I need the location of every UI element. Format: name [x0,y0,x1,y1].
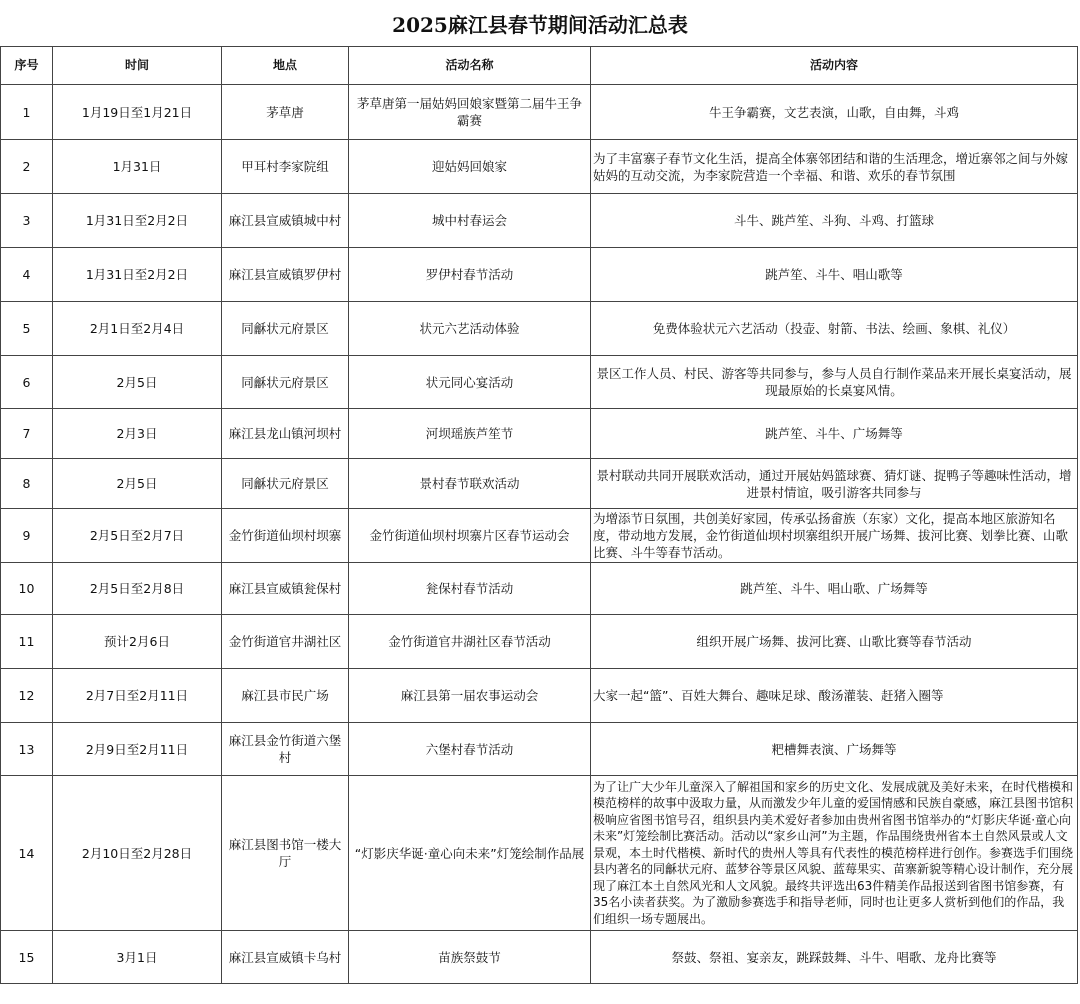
cell-no: 1 [1,85,53,140]
table-row [1,509,1078,563]
cell-time: 2月5日至2月8日 [53,563,222,615]
cell-time: 3月1日 [53,931,222,984]
cell-place: 麻江县图书馆一楼大厅 [222,776,349,931]
cell-place: 同龢状元府景区 [222,459,349,509]
cell-no: 14 [1,776,53,931]
cell-name: 六堡村春节活动 [349,723,591,776]
table-row [1,409,1078,459]
cell-name: 茅草唐第一届姑妈回娘家暨第二届牛王争霸赛 [349,85,591,140]
table-row [1,931,1078,984]
table-row [1,248,1078,302]
header-content: 活动内容 [591,47,1078,85]
cell-content: 跳芦笙、斗牛、唱山歌、广场舞等 [591,563,1078,615]
cell-content: 为增添节日氛围，共创美好家园，传承弘扬畲族（东家）文化，提高本地区旅游知名度，带动地方发展，金竹街道仙坝村坝寨组织开展广场舞、拔河比赛、划拳比赛、山歌比赛、斗牛等春节活动。 [591,509,1078,563]
cell-time: 2月5日 [53,356,222,409]
cell-place: 茅草唐 [222,85,349,140]
table-row [1,776,1078,931]
cell-time: 2月3日 [53,409,222,459]
cell-place: 麻江县龙山镇河坝村 [222,409,349,459]
cell-time: 2月10日至2月28日 [53,776,222,931]
cell-no: 2 [1,140,53,194]
cell-place: 甲耳村李家院组 [222,140,349,194]
table-row [1,669,1078,723]
table-row [1,356,1078,409]
table-row [1,85,1078,140]
cell-content: 牛王争霸赛，文艺表演，山歌，自由舞，斗鸡 [591,85,1078,140]
cell-name: 河坝瑶族芦笙节 [349,409,591,459]
cell-name: 金竹街道仙坝村坝寨片区春节运动会 [349,509,591,563]
cell-place: 金竹街道官井湖社区 [222,615,349,669]
cell-content: 景区工作人员、村民、游客等共同参与，参与人员自行制作菜品来开展长桌宴活动，展现最原始的长桌宴风情。 [591,356,1078,409]
cell-no: 3 [1,194,53,248]
cell-content: 祭鼓、祭祖、宴亲友，跳踩鼓舞、斗牛、唱歌、龙舟比赛等 [591,931,1078,984]
cell-name: 城中村春运会 [349,194,591,248]
cell-content: 为了丰富寨子春节文化生活，提高全体寨邻团结和谐的生活理念，增近寨邻之间与外嫁姑妈的互动交流，为李家院营造一个幸福、和谐、欢乐的春节氛围 [591,140,1078,194]
cell-name: 苗族祭鼓节 [349,931,591,984]
cell-time: 2月5日至2月7日 [53,509,222,563]
cell-name: 状元六艺活动体验 [349,302,591,356]
cell-name: 迎姑妈回娘家 [349,140,591,194]
cell-no: 6 [1,356,53,409]
cell-name: 罗伊村春节活动 [349,248,591,302]
cell-name: 状元同心宴活动 [349,356,591,409]
cell-name: 景村春节联欢活动 [349,459,591,509]
cell-no: 10 [1,563,53,615]
cell-content: 为了让广大少年儿童深入了解祖国和家乡的历史文化、发展成就及美好未来，在时代楷模和模范榜样的故事中汲取力量，从而激发少年儿童的爱国情感和民族自豪感，麻江县图书馆积极响应省图书馆号召，组织县内美术爱好者参加由贵州省图书馆举办的“灯影庆华诞·童心向未来”灯笼绘制比赛活动。活动以“家乡山河”为主题，作品围绕贵州省本土自然风景或人文景观，本土时代楷模、新时代的贵州人等具有代表性的模范榜样进行创作。参赛选手们围绕县内著名的同龢状元府、蓝梦谷等景区风貌、蓝莓果实、苗寨新貌等精心设计制作，充分展现了麻江本土自然风光和人文风貌。最终共评选出63件精美作品报送到省图书馆参赛，有35名小读者获奖。为了激励参赛选手和指导老师，同时也让更多人赏析到他们的作品，我们组织一场专题展出。 [591,776,1078,931]
table-row [1,194,1078,248]
cell-content: 大家一起“篮”、百姓大舞台、趣味足球、酸汤灌装、赶猪入圈等 [591,669,1078,723]
cell-name: 瓮保村春节活动 [349,563,591,615]
header-name: 活动名称 [349,47,591,85]
cell-place: 麻江县金竹街道六堡村 [222,723,349,776]
cell-content: 斗牛、跳芦笙、斗狗、斗鸡、打篮球 [591,194,1078,248]
cell-name: 金竹街道官井湖社区春节活动 [349,615,591,669]
cell-content: 跳芦笙、斗牛、广场舞等 [591,409,1078,459]
cell-no: 8 [1,459,53,509]
cell-place: 同龢状元府景区 [222,302,349,356]
cell-place: 麻江县宣威镇城中村 [222,194,349,248]
cell-no: 5 [1,302,53,356]
cell-name: 麻江县第一届农事运动会 [349,669,591,723]
cell-place: 麻江县宣威镇瓮保村 [222,563,349,615]
cell-time: 预计2月6日 [53,615,222,669]
cell-time: 2月1日至2月4日 [53,302,222,356]
cell-no: 15 [1,931,53,984]
cell-content: 组织开展广场舞、拔河比赛、山歌比赛等春节活动 [591,615,1078,669]
table-row [1,459,1078,509]
table-row [1,615,1078,669]
cell-no: 13 [1,723,53,776]
cell-content: 景村联动共同开展联欢活动，通过开展姑妈篮球赛、猜灯谜、捉鸭子等趣味性活动，增进景村情谊，吸引游客共同参与 [591,459,1078,509]
cell-time: 2月5日 [53,459,222,509]
cell-time: 2月9日至2月11日 [53,723,222,776]
header-no: 序号 [1,47,53,85]
cell-content: 跳芦笙、斗牛、唱山歌等 [591,248,1078,302]
activity-table [0,46,1078,984]
cell-place: 麻江县宣威镇卡乌村 [222,931,349,984]
cell-place: 金竹街道仙坝村坝寨 [222,509,349,563]
cell-time: 2月7日至2月11日 [53,669,222,723]
table-row [1,563,1078,615]
cell-no: 9 [1,509,53,563]
header-place: 地点 [222,47,349,85]
cell-place: 麻江县市民广场 [222,669,349,723]
cell-time: 1月31日至2月2日 [53,248,222,302]
table-title: 2025麻江县春节期间活动汇总表 [392,12,688,37]
cell-name: “灯影庆华诞·童心向未来”灯笼绘制作品展 [349,776,591,931]
cell-no: 7 [1,409,53,459]
cell-no: 11 [1,615,53,669]
cell-content: 粑槽舞表演、广场舞等 [591,723,1078,776]
cell-no: 12 [1,669,53,723]
cell-place: 麻江县宣威镇罗伊村 [222,248,349,302]
header-row [1,47,1078,85]
table-row [1,302,1078,356]
cell-time: 1月19日至1月21日 [53,85,222,140]
table-row [1,723,1078,776]
table-row [1,140,1078,194]
cell-no: 4 [1,248,53,302]
cell-time: 1月31日至2月2日 [53,194,222,248]
cell-time: 1月31日 [53,140,222,194]
header-time: 时间 [53,47,222,85]
cell-content: 免费体验状元六艺活动（投壶、射箭、书法、绘画、象棋、礼仪） [591,302,1078,356]
cell-place: 同龢状元府景区 [222,356,349,409]
